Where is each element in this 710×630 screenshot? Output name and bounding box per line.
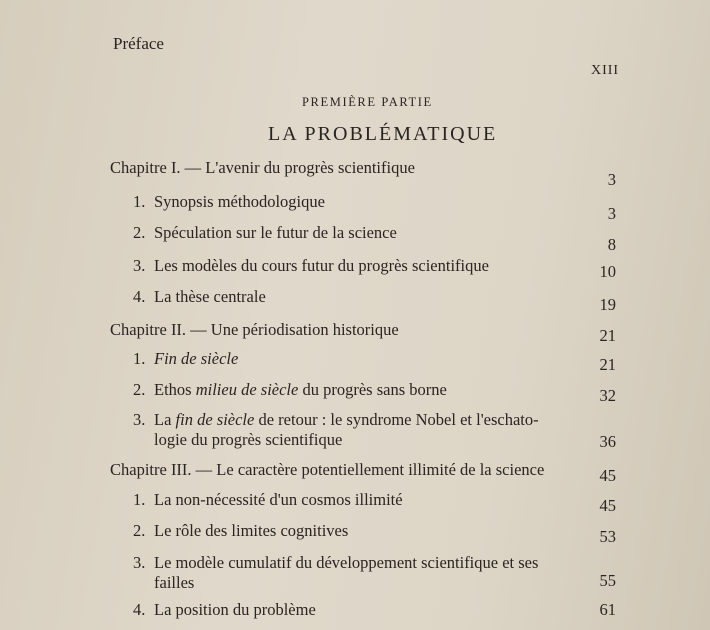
section-number: 4. (133, 600, 146, 619)
title-italic: milieu de siècle (195, 380, 299, 399)
page-number: 53 (599, 527, 616, 546)
section-title: Synopsis méthodologique (154, 192, 325, 211)
page-number: 8 (607, 235, 616, 254)
preface-page: XIII (591, 63, 620, 78)
page-number: 21 (599, 326, 616, 345)
chapter-title: Chapitre I. — L'avenir du progrès scientifique (110, 158, 415, 177)
section-number: 2. (133, 223, 146, 242)
section-title: La position du problème (154, 600, 316, 619)
section-title: Les modèles du cours futur du progrès scientifique (154, 256, 489, 275)
page-number: 61 (599, 600, 616, 619)
section-number: 3. (133, 553, 146, 572)
preface-label: Préface (113, 34, 164, 53)
page-number: 10 (599, 262, 616, 281)
page-number: 32 (599, 386, 616, 405)
section-title (154, 349, 238, 369)
page-number: 21 (599, 355, 616, 374)
section-title: La thèse centrale (154, 287, 266, 306)
section-title (154, 380, 447, 400)
section-title: La non-nécessité d'un cosmos illimité (154, 490, 403, 509)
section-title: Spéculation sur le futur de la science (154, 223, 397, 242)
section-number: 1. (133, 349, 146, 368)
title-text: Ethos (154, 380, 196, 399)
section-number: 1. (133, 490, 146, 509)
section-title-continued: logie du progrès scientifique (154, 430, 343, 449)
section-number: 3. (133, 410, 146, 429)
chapter-title: Chapitre III. — Le caractère potentiellement illimité de la science (110, 460, 545, 479)
part-label: PREMIÈRE PARTIE (302, 95, 433, 109)
part-title: LA PROBLÉMATIQUE (268, 123, 498, 145)
section-title (154, 410, 539, 430)
section-number: 2. (133, 380, 146, 399)
title-text: du progrès sans borne (298, 380, 447, 399)
section-number: 1. (133, 192, 146, 211)
page-number: 45 (599, 466, 616, 485)
page-number: 45 (599, 496, 616, 515)
section-number: 3. (133, 256, 146, 275)
title-text: de retour : le syndrome Nobel et l'eschato- (254, 410, 539, 429)
title-text: La (154, 410, 176, 429)
section-number: 4. (133, 287, 146, 306)
chapter-title: Chapitre II. — Une périodisation historique (110, 320, 399, 339)
page-number: 3 (607, 170, 616, 189)
title-italic: fin de siècle (175, 410, 255, 429)
section-title: Le modèle cumulatif du développement scientifique et ses (154, 553, 539, 572)
section-title: Le rôle des limites cognitives (154, 521, 349, 540)
page-number: 19 (599, 295, 616, 314)
section-title-continued: failles (154, 573, 195, 592)
section-number: 2. (133, 521, 146, 540)
page-number: 3 (607, 204, 616, 223)
title-italic: Fin de siècle (154, 349, 239, 368)
page-number: 55 (599, 571, 616, 590)
page-number: 36 (599, 432, 616, 451)
